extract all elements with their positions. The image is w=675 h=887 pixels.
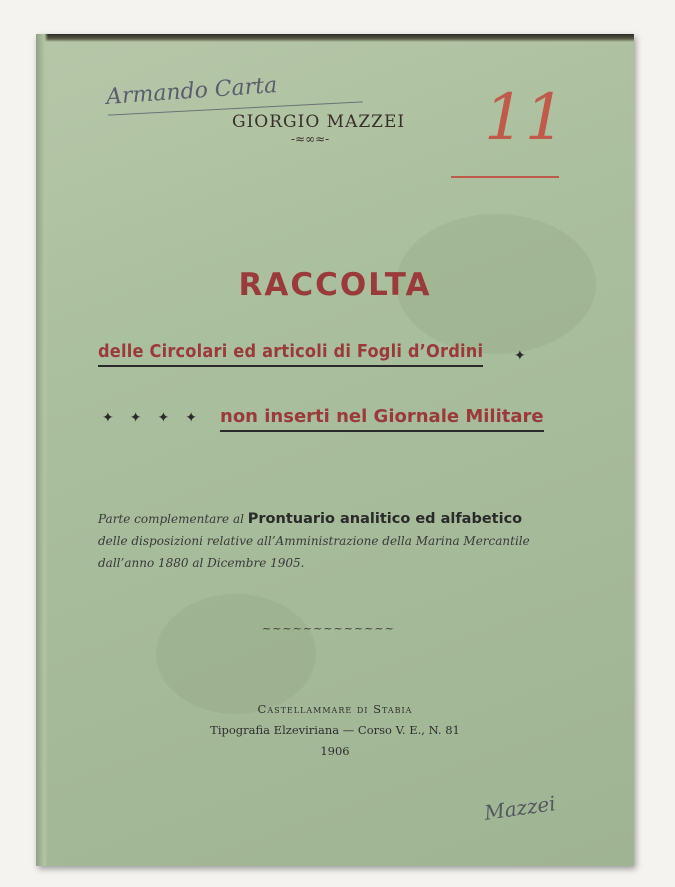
diamond-ornaments-row: ✦✦✦✦ (102, 410, 213, 426)
description-prefix: Parte complementare al (98, 512, 244, 526)
book-cover (36, 34, 634, 866)
imprint-city: Castellammare di Stabia (257, 702, 413, 716)
description-block (98, 508, 538, 574)
imprint-printer: Tipografia Elzeviriana — Corso V. E., N. 81 (210, 723, 460, 737)
diamond-ornament-icon: ✦ (514, 348, 526, 364)
handwritten-owner-signature: Armando Carta (105, 73, 278, 110)
number-mark-underline (451, 176, 559, 178)
cover-top-edge (36, 34, 634, 42)
cover-stain (156, 594, 316, 714)
subtitle-line-1: delle Circolari ed articoli di Fogli d’Ordini (98, 341, 483, 367)
imprint-year: 1906 (320, 744, 350, 758)
handwritten-number-mark: 11 (484, 81, 566, 155)
imprint-block (36, 699, 634, 762)
description-bold: Prontuario analitico ed alfabetico (247, 511, 523, 527)
subtitle-line-2: non inserti nel Giornale Militare (220, 406, 544, 432)
author-name: GIORGIO MAZZEI (232, 112, 406, 132)
description-rest: delle disposizioni relative all’Amministrazione della Marina Mercantile dall’anno 1880 al Dicembre 1905. (98, 534, 530, 570)
divider-ornament: ~~~~~~~~~~~~~ (262, 622, 395, 635)
book-title: RACCOLTA (238, 267, 432, 303)
author-flourish: -≈∞≈- (291, 132, 330, 146)
handwritten-bottom-signature: Mazzei (482, 791, 558, 825)
